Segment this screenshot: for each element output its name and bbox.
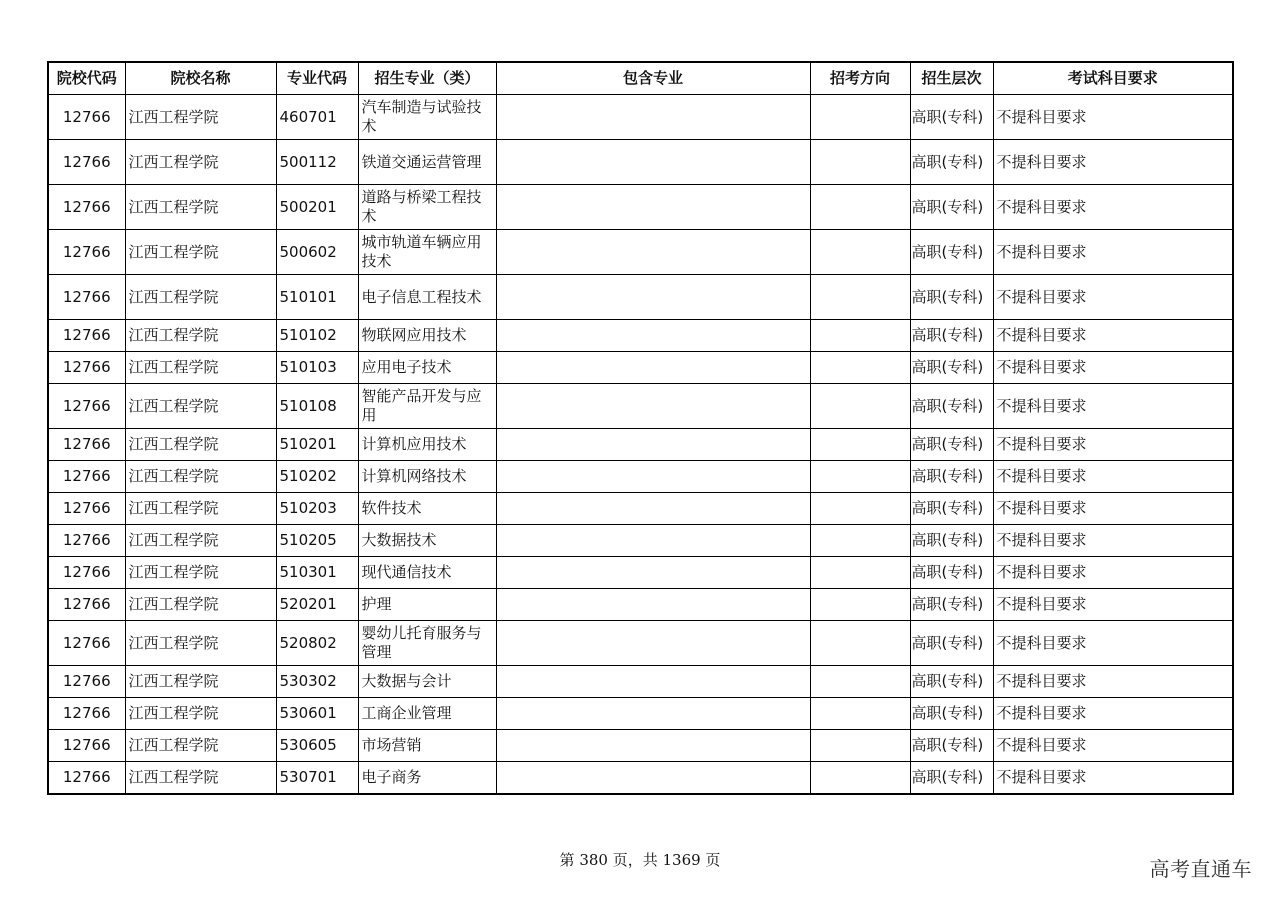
cell-school-code: 12766: [48, 589, 125, 621]
cell-major-code: 530601: [276, 698, 358, 730]
cell-direction: [810, 621, 910, 666]
table-row: [48, 320, 1233, 352]
cell-direction: [810, 557, 910, 589]
cell-school-name: 江西工程学院: [125, 589, 276, 621]
table-row: [48, 95, 1233, 140]
cell-included-majors: [496, 185, 810, 230]
table-row: [48, 557, 1233, 589]
cell-major: 应用电子技术: [358, 352, 496, 384]
cell-school-name: 江西工程学院: [125, 95, 276, 140]
table-row: [48, 698, 1233, 730]
table-body: [48, 95, 1233, 795]
table-row: [48, 461, 1233, 493]
cell-subject-requirement: 不提科目要求: [993, 384, 1233, 429]
cell-major-code: 500112: [276, 140, 358, 185]
cell-included-majors: [496, 230, 810, 275]
cell-school-code: 12766: [48, 140, 125, 185]
cell-subject-requirement: 不提科目要求: [993, 140, 1233, 185]
cell-included-majors: [496, 493, 810, 525]
cell-level: 高职(专科): [910, 762, 993, 795]
cell-direction: [810, 589, 910, 621]
enrollment-table-container: [47, 61, 1234, 795]
table-row: [48, 275, 1233, 320]
watermark: 高考直通车: [1149, 857, 1252, 881]
cell-major-code: 510101: [276, 275, 358, 320]
cell-major: 城市轨道车辆应用技术: [358, 230, 496, 275]
cell-included-majors: [496, 730, 810, 762]
cell-level: 高职(专科): [910, 185, 993, 230]
table-row: [48, 352, 1233, 384]
cell-major: 大数据技术: [358, 525, 496, 557]
cell-major-code: 500201: [276, 185, 358, 230]
cell-direction: [810, 384, 910, 429]
cell-major: 计算机应用技术: [358, 429, 496, 461]
cell-major-code: 510103: [276, 352, 358, 384]
cell-included-majors: [496, 140, 810, 185]
cell-major: 汽车制造与试验技术: [358, 95, 496, 140]
cell-school-name: 江西工程学院: [125, 557, 276, 589]
cell-major: 市场营销: [358, 730, 496, 762]
table-row: [48, 730, 1233, 762]
cell-level: 高职(专科): [910, 557, 993, 589]
cell-major-code: 520802: [276, 621, 358, 666]
cell-subject-requirement: 不提科目要求: [993, 185, 1233, 230]
cell-major-code: 510301: [276, 557, 358, 589]
cell-level: 高职(专科): [910, 352, 993, 384]
header-school-code: 院校代码: [48, 62, 125, 95]
cell-school-name: 江西工程学院: [125, 140, 276, 185]
cell-major: 现代通信技术: [358, 557, 496, 589]
cell-included-majors: [496, 352, 810, 384]
cell-school-name: 江西工程学院: [125, 185, 276, 230]
cell-major-code: 510205: [276, 525, 358, 557]
cell-major-code: 460701: [276, 95, 358, 140]
cell-level: 高职(专科): [910, 698, 993, 730]
cell-level: 高职(专科): [910, 525, 993, 557]
cell-subject-requirement: 不提科目要求: [993, 621, 1233, 666]
table-row: [48, 429, 1233, 461]
cell-school-code: 12766: [48, 461, 125, 493]
cell-school-code: 12766: [48, 429, 125, 461]
cell-subject-requirement: 不提科目要求: [993, 557, 1233, 589]
cell-direction: [810, 698, 910, 730]
cell-major-code: 530701: [276, 762, 358, 795]
cell-included-majors: [496, 621, 810, 666]
cell-level: 高职(专科): [910, 95, 993, 140]
cell-level: 高职(专科): [910, 230, 993, 275]
cell-included-majors: [496, 429, 810, 461]
cell-subject-requirement: 不提科目要求: [993, 589, 1233, 621]
cell-major-code: 530302: [276, 666, 358, 698]
table-row: [48, 140, 1233, 185]
cell-subject-requirement: 不提科目要求: [993, 275, 1233, 320]
cell-level: 高职(专科): [910, 666, 993, 698]
header-major: 招生专业（类）: [358, 62, 496, 95]
cell-included-majors: [496, 461, 810, 493]
table-header-row: [48, 62, 1233, 95]
cell-subject-requirement: 不提科目要求: [993, 666, 1233, 698]
header-level: 招生层次: [910, 62, 993, 95]
cell-school-name: 江西工程学院: [125, 493, 276, 525]
cell-school-code: 12766: [48, 621, 125, 666]
cell-major-code: 500602: [276, 230, 358, 275]
cell-major: 护理: [358, 589, 496, 621]
cell-major-code: 520201: [276, 589, 358, 621]
cell-school-name: 江西工程学院: [125, 621, 276, 666]
cell-school-code: 12766: [48, 493, 125, 525]
cell-subject-requirement: 不提科目要求: [993, 730, 1233, 762]
cell-school-name: 江西工程学院: [125, 762, 276, 795]
cell-school-name: 江西工程学院: [125, 320, 276, 352]
cell-school-code: 12766: [48, 698, 125, 730]
cell-major: 大数据与会计: [358, 666, 496, 698]
cell-major: 工商企业管理: [358, 698, 496, 730]
cell-included-majors: [496, 95, 810, 140]
cell-direction: [810, 429, 910, 461]
cell-direction: [810, 185, 910, 230]
header-direction: 招考方向: [810, 62, 910, 95]
cell-school-name: 江西工程学院: [125, 384, 276, 429]
cell-included-majors: [496, 557, 810, 589]
cell-included-majors: [496, 320, 810, 352]
cell-major-code: 530605: [276, 730, 358, 762]
cell-subject-requirement: 不提科目要求: [993, 429, 1233, 461]
cell-included-majors: [496, 384, 810, 429]
cell-subject-requirement: 不提科目要求: [993, 320, 1233, 352]
table-row: [48, 621, 1233, 666]
cell-direction: [810, 461, 910, 493]
cell-direction: [810, 230, 910, 275]
cell-school-code: 12766: [48, 384, 125, 429]
cell-subject-requirement: 不提科目要求: [993, 762, 1233, 795]
cell-major: 婴幼儿托育服务与管理: [358, 621, 496, 666]
cell-school-name: 江西工程学院: [125, 352, 276, 384]
cell-major-code: 510202: [276, 461, 358, 493]
cell-level: 高职(专科): [910, 320, 993, 352]
table-row: [48, 589, 1233, 621]
cell-school-name: 江西工程学院: [125, 429, 276, 461]
cell-major-code: 510102: [276, 320, 358, 352]
cell-school-code: 12766: [48, 730, 125, 762]
cell-direction: [810, 762, 910, 795]
cell-direction: [810, 493, 910, 525]
cell-level: 高职(专科): [910, 621, 993, 666]
table-row: [48, 230, 1233, 275]
cell-included-majors: [496, 525, 810, 557]
cell-school-name: 江西工程学院: [125, 461, 276, 493]
cell-included-majors: [496, 762, 810, 795]
cell-level: 高职(专科): [910, 589, 993, 621]
table-row: [48, 384, 1233, 429]
cell-direction: [810, 730, 910, 762]
cell-subject-requirement: 不提科目要求: [993, 525, 1233, 557]
cell-major: 计算机网络技术: [358, 461, 496, 493]
cell-level: 高职(专科): [910, 275, 993, 320]
page-footer: 第 380 页，共 1369 页: [559, 851, 721, 869]
cell-school-code: 12766: [48, 352, 125, 384]
header-school-name: 院校名称: [125, 62, 276, 95]
cell-school-code: 12766: [48, 185, 125, 230]
cell-major: 电子商务: [358, 762, 496, 795]
cell-school-name: 江西工程学院: [125, 698, 276, 730]
cell-direction: [810, 95, 910, 140]
cell-subject-requirement: 不提科目要求: [993, 698, 1233, 730]
cell-school-code: 12766: [48, 320, 125, 352]
cell-school-code: 12766: [48, 275, 125, 320]
cell-school-code: 12766: [48, 230, 125, 275]
cell-included-majors: [496, 698, 810, 730]
header-included-majors: 包含专业: [496, 62, 810, 95]
cell-level: 高职(专科): [910, 384, 993, 429]
cell-school-name: 江西工程学院: [125, 666, 276, 698]
cell-subject-requirement: 不提科目要求: [993, 461, 1233, 493]
cell-included-majors: [496, 666, 810, 698]
enrollment-table: [47, 61, 1234, 795]
header-subject-requirement: 考试科目要求: [993, 62, 1233, 95]
cell-included-majors: [496, 589, 810, 621]
cell-subject-requirement: 不提科目要求: [993, 95, 1233, 140]
cell-major-code: 510201: [276, 429, 358, 461]
cell-included-majors: [496, 275, 810, 320]
cell-direction: [810, 140, 910, 185]
cell-major: 软件技术: [358, 493, 496, 525]
cell-subject-requirement: 不提科目要求: [993, 230, 1233, 275]
cell-school-code: 12766: [48, 762, 125, 795]
cell-direction: [810, 320, 910, 352]
table-row: [48, 762, 1233, 795]
cell-major: 铁道交通运营管理: [358, 140, 496, 185]
cell-major: 电子信息工程技术: [358, 275, 496, 320]
cell-direction: [810, 275, 910, 320]
cell-major: 物联网应用技术: [358, 320, 496, 352]
cell-school-name: 江西工程学院: [125, 525, 276, 557]
cell-major-code: 510203: [276, 493, 358, 525]
cell-direction: [810, 666, 910, 698]
cell-direction: [810, 352, 910, 384]
cell-school-code: 12766: [48, 666, 125, 698]
cell-subject-requirement: 不提科目要求: [993, 493, 1233, 525]
cell-major: 智能产品开发与应用: [358, 384, 496, 429]
cell-school-name: 江西工程学院: [125, 730, 276, 762]
cell-school-code: 12766: [48, 557, 125, 589]
cell-school-name: 江西工程学院: [125, 230, 276, 275]
cell-major: 道路与桥梁工程技术: [358, 185, 496, 230]
cell-level: 高职(专科): [910, 730, 993, 762]
cell-school-name: 江西工程学院: [125, 275, 276, 320]
cell-direction: [810, 525, 910, 557]
cell-subject-requirement: 不提科目要求: [993, 352, 1233, 384]
cell-major-code: 510108: [276, 384, 358, 429]
table-row: [48, 525, 1233, 557]
cell-school-code: 12766: [48, 525, 125, 557]
cell-level: 高职(专科): [910, 461, 993, 493]
cell-school-code: 12766: [48, 95, 125, 140]
header-major-code: 专业代码: [276, 62, 358, 95]
table-row: [48, 666, 1233, 698]
cell-level: 高职(专科): [910, 493, 993, 525]
table-row: [48, 493, 1233, 525]
cell-level: 高职(专科): [910, 429, 993, 461]
table-row: [48, 185, 1233, 230]
cell-level: 高职(专科): [910, 140, 993, 185]
